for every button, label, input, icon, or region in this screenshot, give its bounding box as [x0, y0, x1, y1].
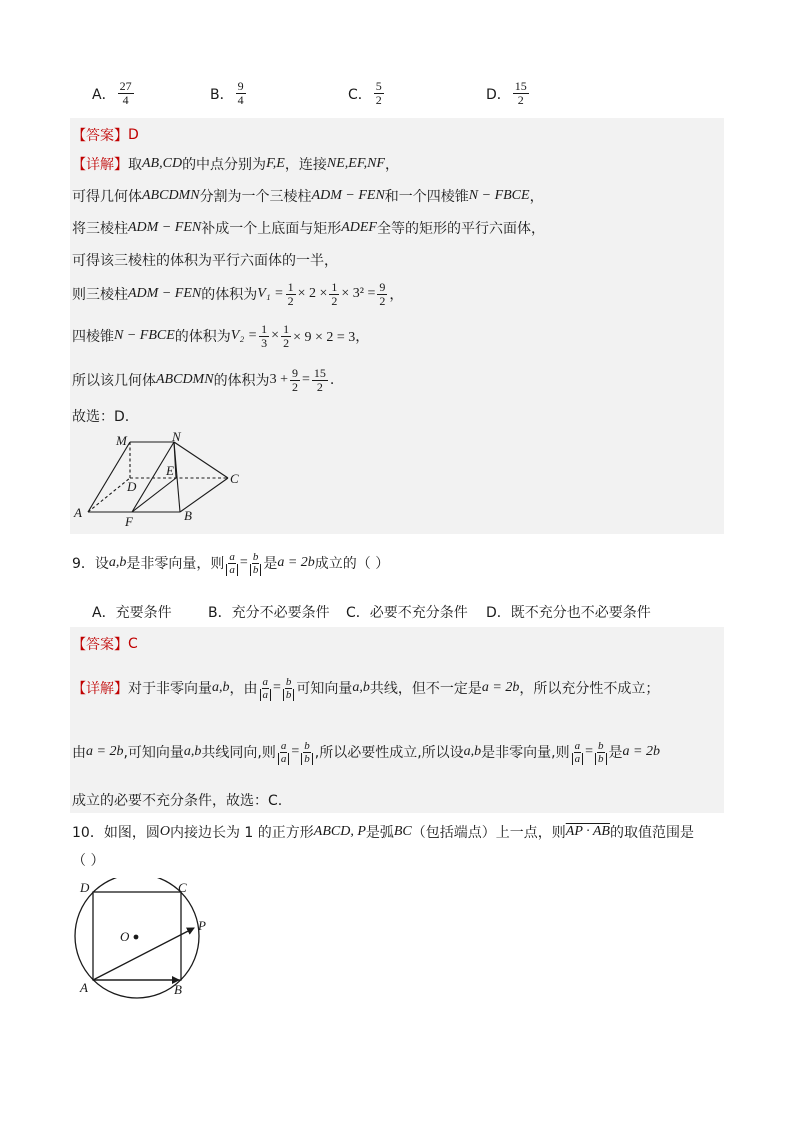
fig2-label-p: P: [198, 918, 206, 933]
q9-answer: 【答案】 C: [72, 636, 138, 653]
unit-vector-b: $\frac{b}{b}$: [301, 740, 313, 765]
edge-nc: [174, 442, 228, 478]
fig2-label-b: B: [174, 982, 182, 997]
unit-vector-b: $\frac{b}{b}$: [595, 740, 607, 765]
q8-explain-line-1: 【详解】 取 AB,CD 的中点分别为 F,E ，连接 NE,EF,NF ，: [72, 156, 399, 173]
fig1-label-d: D: [127, 479, 137, 494]
q9-explain-line-3: 成立的必要不充分条件，故选：C.: [72, 793, 283, 809]
fig1-label-e: E: [166, 463, 174, 478]
fraction: $\frac{9}{4}$: [237, 79, 244, 107]
fig1-label-a: A: [74, 505, 82, 520]
q8-explain-line-7: 所以该几何体 ABCDMN 的体积为 3 + $\frac{9}{2}$ = $\frac{15}{2}$ .: [72, 365, 335, 394]
fig1-label-n: N: [172, 429, 181, 444]
q10-stem-line-1: 10．如图，圆 O 内接边长为 1 的正方形 ABCD, P 是弧 BC （包括端点）上一点，则 AP · AB 的取值范围是: [72, 824, 694, 841]
q9-stem: 9．设 a,b 是非零向量，则 $\frac{a}{a}$ = $\frac{b}{b}$ 是 a = 2b 成立的（ ）: [72, 550, 390, 576]
fraction: $\frac{15}{2}$: [514, 79, 527, 107]
fraction: $\frac{1}{2}$: [287, 279, 294, 308]
figure-circle-square: [66, 878, 226, 1002]
q8-option-b: B． $\frac{9}{4}$: [210, 79, 244, 107]
q8-option-a: A． $\frac{27}{4}$: [92, 79, 132, 107]
fig1-label-c: C: [230, 471, 239, 486]
fig1-label-f: F: [125, 514, 133, 529]
edge-ad-hidden: [88, 478, 130, 512]
unit-vector-b: $\frac{b}{b}$: [250, 551, 262, 576]
fraction: $\frac{1}{2}$: [283, 321, 290, 350]
fraction: $\frac{27}{4}$: [119, 79, 132, 107]
unit-vector-a: $\frac{a}{a}$: [260, 676, 272, 701]
q8-option-c: C． $\frac{5}{2}$: [348, 79, 382, 107]
fig2-label-a: A: [80, 980, 88, 995]
fraction: $\frac{1}{2}$: [331, 279, 338, 308]
unit-vector-b: $\frac{b}{b}$: [283, 676, 295, 701]
vector-ap: [93, 928, 194, 980]
fig2-label-o: O: [120, 929, 130, 944]
unit-vector-a: $\frac{a}{a}$: [572, 740, 584, 765]
fig1-label-m: M: [116, 433, 127, 448]
fraction: $\frac{9}{2}$: [291, 365, 298, 394]
fraction: $\frac{5}{2}$: [375, 79, 382, 107]
q9-answer-panel: [70, 627, 724, 813]
q9-option-a: A．充要条件: [92, 605, 172, 621]
q8-option-d: D． $\frac{15}{2}$: [486, 79, 527, 107]
fraction: $\frac{1}{3}$: [261, 321, 268, 350]
q9-explain-line-1: 【详解】 对于非零向量 a,b ，由 $\frac{a}{a}$ = $\frac{b}{b}$ 可知向量 a,b 共线，但不一定是 a = 2b ，所以充分性不成立；: [72, 675, 660, 701]
q8-answer: 【答案】 D: [72, 127, 139, 144]
q8-explain-line-4: 可得该三棱柱的体积为平行六面体的一半，: [72, 253, 338, 269]
edge-fe: [132, 478, 176, 512]
q8-explain-line-3: 将三棱柱 ADM − FEN 补成一个上底面与矩形 ADEF 全等的矩形的平行六面体，: [72, 220, 545, 237]
q8-explain-line-5: 则三棱柱 ADM − FEN 的体积为 V₁ = $\frac{1}{2}$ × 2 × $\frac{1}{2}$ × 3² = $\frac{9}{2}$ ，: [72, 279, 404, 308]
figure-solid-abcdmn: [70, 428, 270, 532]
fig1-label-b: B: [184, 508, 192, 523]
fig2-label-d: D: [80, 880, 90, 895]
q8-explain-line-2: 可得几何体 ABCDMN 分割为一个三棱柱 ADM − FEN 和一个四棱锥 N − FBCE ，: [72, 188, 544, 205]
q9-option-c: C．必要不充分条件: [346, 605, 468, 621]
unit-vector-a: $\frac{a}{a}$: [278, 740, 290, 765]
fraction: $\frac{9}{2}$: [379, 279, 386, 308]
edge-am: [88, 442, 130, 512]
center-point-o: [134, 935, 139, 940]
fig2-label-c: C: [178, 880, 187, 895]
fraction: $\frac{15}{2}$: [313, 365, 326, 394]
unit-vector-a: $\frac{a}{a}$: [226, 551, 238, 576]
q9-explain-line-2: 由 a = 2b ,可知向量 a,b 共线同向,则 $\frac{a}{a}$ = $\frac{b}{b}$ ,所以必要性成立,所以设 a,b 是非零向量,则 $\frac{a}{a}$ = $\frac{b}{b}$ 是 a = 2b: [72, 739, 660, 765]
q9-option-b: B．充分不必要条件: [208, 605, 330, 621]
q8-explain-line-6: 四棱锥 N − FBCE 的体积为 V₂ = $\frac{1}{3}$ × $\frac{1}{2}$ × 9 × 2 = 3，: [72, 321, 370, 350]
q9-option-d: D．既不充分也不必要条件: [486, 605, 651, 621]
q8-explain-line-8: 故选：D.: [72, 409, 130, 425]
q10-stem-line-2: （ ）: [72, 853, 105, 869]
edge-bc: [180, 478, 228, 512]
